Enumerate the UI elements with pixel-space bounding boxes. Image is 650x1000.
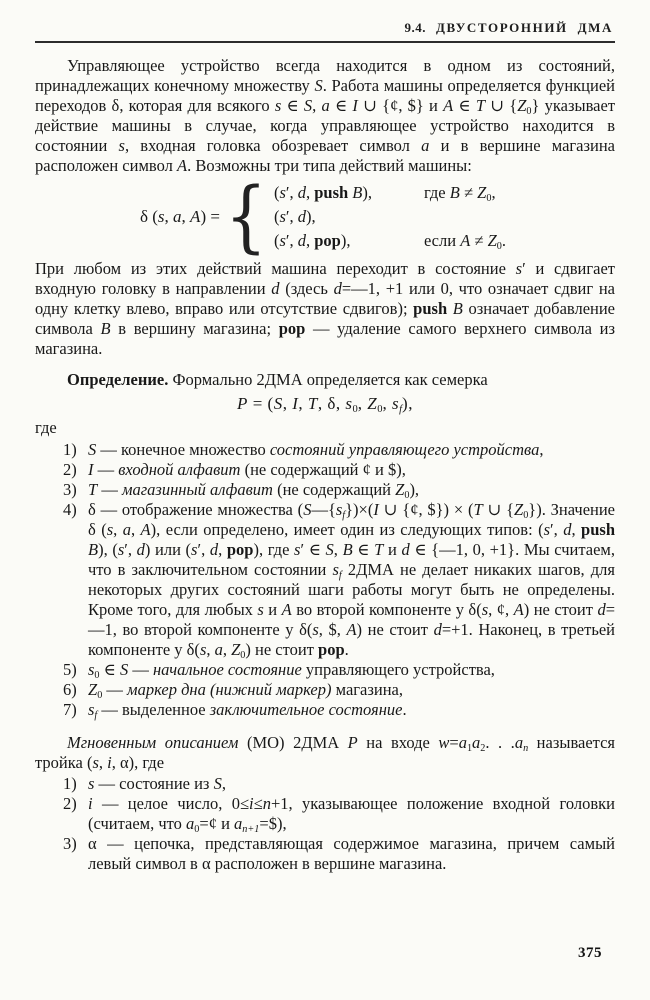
list-item-number: 3) [63, 480, 77, 499]
section-title: ДВУСТОРОННИЙ ДМА [436, 20, 613, 35]
left-brace-glyph: { [224, 170, 267, 262]
list-item-text: sf — выделенное заключительное состояние. [88, 700, 407, 721]
list-item-number: 1) [63, 440, 77, 459]
list-item-text: α — цепочка, представляющая содержимое магазина, причем самый левый символ в α расположен в вершине магазина. [88, 834, 615, 873]
case-expression: (s′, d, push B), [273, 183, 373, 202]
list-item-text: s0 ∈ S — начальное состояние управляющего устройства, [88, 660, 495, 681]
definition-list-item [35, 460, 615, 480]
paragraph-intro: Управляющее устройство всегда находится в одном из состояний, принадлежащих конечному множеству S. Работа машины определяется функцией переходов δ, которая для всякого s ∈ S, a ∈ I ∪ {¢, $} и A ∈ T ∪ {Z0} указывает действие машины в случае, когда управляющее устройство находится в состоянии s, входная головка обозревает символ a и в вершине магазина расположен символ A. Возможны три типа действий машины: [35, 56, 616, 175]
case-expression: (s′, d, pop), [273, 231, 351, 250]
where-label: где [35, 418, 57, 437]
definition-list-item [35, 480, 615, 500]
running-head [35, 20, 615, 36]
mo-list-item [35, 774, 615, 794]
paragraph-definition: Определение. Формально 2ДМА определяется как семерка [67, 370, 488, 389]
list-item-number: 7) [63, 700, 77, 719]
definition-list-item [35, 700, 615, 720]
definition-list-item [35, 660, 615, 680]
mo-list-item [35, 834, 615, 874]
list-item-text: s — состояние из S, [88, 774, 226, 793]
list-item-text: S — конечное множество состояний управляющего устройства, [88, 440, 544, 459]
case-condition: где B ≠ Z0, [423, 183, 496, 204]
list-item-number: 1) [63, 774, 77, 793]
list-item-number: 6) [63, 680, 77, 699]
list-item-text: Z0 — маркер дна (нижний маркер) магазина, [88, 680, 403, 701]
definition-list-item [35, 680, 615, 700]
list-item-text: i — целое число, 0≤i≤n+1, указывающее положение входной головки (считаем, что a0=¢ и an+1=$), [88, 794, 615, 835]
list-item-number: 2) [63, 460, 77, 479]
formula-lhs: δ (s, a, A) = [140, 207, 220, 226]
mo-list-item [35, 794, 615, 834]
paragraph-actions: При любом из этих действий машина переходит в состояние s′ и сдвигает входную головку в направлении d (здесь d=—1, +1 или 0, что означает сдвиг на одну клетку влево, вправо или отсутствие сдвигов); push B означает добавление символа B в вершину магазина; pop — удаление самого верхнего символа из магазина. [35, 259, 616, 358]
definition-list-item [35, 500, 615, 660]
list-item-number: 3) [63, 834, 77, 853]
page-number: 375 [578, 945, 602, 961]
header-rule [35, 41, 615, 43]
list-item-number: 5) [63, 660, 77, 679]
instant-description-list [35, 774, 615, 874]
case-expression: (s′, d), [273, 207, 316, 226]
case-condition [424, 205, 506, 229]
case-condition: если A ≠ Z0. [423, 231, 507, 252]
section-number: 9.4. [404, 20, 427, 35]
list-item-text: T — магазинный алфавит (не содержащий Z0), [88, 480, 420, 501]
list-item-text: I — входной алфавит (не содержащий ¢ и $), [88, 460, 406, 479]
definition-list [35, 440, 615, 720]
list-item-text: δ — отображение множества (S—{sf})×(I ∪ {¢, $}) × (T ∪ {Z0}). Значение δ (s, a, A), если определено, имеет один из следующих типов: (s′, d, push B), (s′, d) или (s′, d, pop), где s′ ∈ S, B ∈ T и d ∈ {—1, 0, +1}. Мы считаем, что в заключительном состоянии sf 2ДМА не делает никаких шагов, для некоторых других состояний шаги работы могут быть не определены. Кроме того, для любых s и A во второй компоненте у δ(s, ¢, A) не стоит d=—1, во второй компоненте у δ(s, $, A) не стоит d=+1. Наконец, в третьей компоненте у δ(s, a, Z0) не стоит pop. [88, 500, 616, 661]
septuple-formula: P = (S, I, T, δ, s0, Z0, sf), [237, 394, 413, 415]
transition-function-formula [140, 170, 615, 262]
formula-cases [274, 181, 506, 253]
list-item-number: 4) [63, 500, 77, 519]
list-item-number: 2) [63, 794, 77, 813]
definition-list-item [35, 440, 615, 460]
paragraph-instant-description: Мгновенным описанием (МО) 2ДМА P на входе w=a1a2. . .an называется тройка (s, i, α), где [35, 733, 615, 772]
